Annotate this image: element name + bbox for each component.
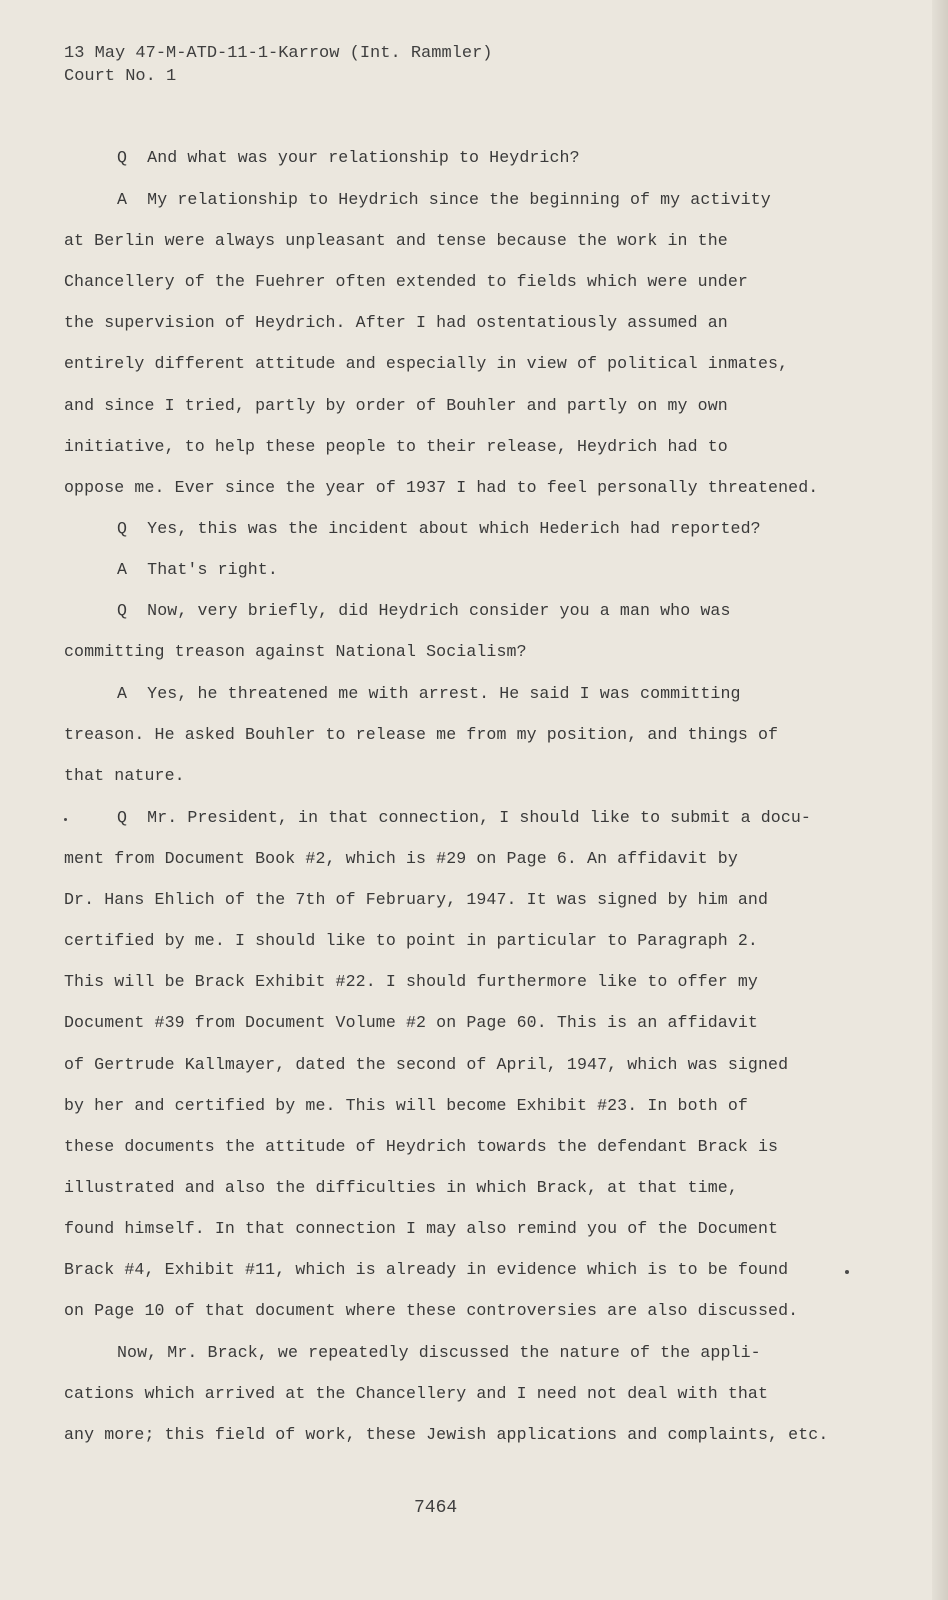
transcript-line: entirely different attitude and especially in view of political inmates, [64,354,789,373]
transcript-line: certified by me. I should like to point in particular to Paragraph 2. [64,931,758,950]
transcript-line: Dr. Hans Ehlich of the 7th of February, 1947. It was signed by him and [64,890,769,909]
transcript-line: on Page 10 of that document where these controversies are also discussed. [64,1301,799,1320]
stray-ink-mark [845,1270,849,1274]
transcript-line: found himself. In that connection I may also remind you of the Document [64,1219,779,1238]
transcript-line: Q Yes, this was the incident about which Hederich had reported? [117,519,761,538]
transcript-line: initiative, to help these people to their release, Heydrich had to [64,437,728,456]
transcript-line: Now, Mr. Brack, we repeatedly discussed the nature of the appli- [117,1343,761,1362]
transcript-line: and since I tried, partly by order of Bouhler and partly on my own [64,396,728,415]
transcript-line: A Yes, he threatened me with arrest. He said I was committing [117,684,741,703]
transcript-line: A My relationship to Heydrich since the beginning of my activity [117,190,771,209]
transcript-line: of Gertrude Kallmayer, dated the second of April, 1947, which was signed [64,1055,789,1074]
transcript-line: by her and certified by me. This will become Exhibit #23. In both of [64,1096,748,1115]
transcript-line: Q Mr. President, in that connection, I should like to submit a docu- [117,808,811,827]
transcript-line: Chancellery of the Fuehrer often extended to fields which were under [64,272,748,291]
header-line-1: 13 May 47-M-ATD-11-1-Karrow (Int. Rammler) [64,44,493,63]
transcript-line: cations which arrived at the Chancellery and I need not deal with that [64,1384,769,1403]
transcript-line: oppose me. Ever since the year of 1937 I had to feel personally threatened. [64,478,819,497]
transcript-line: these documents the attitude of Heydrich towards the defendant Brack is [64,1137,779,1156]
transcript-line: committing treason against National Socialism? [64,642,527,661]
stray-ink-mark [64,818,67,821]
transcript-line: Q And what was your relationship to Heydrich? [117,148,580,167]
transcript-line: that nature. [64,766,185,785]
transcript-line: Document #39 from Document Volume #2 on Page 60. This is an affidavit [64,1013,758,1032]
transcript-line: at Berlin were always unpleasant and tense because the work in the [64,231,728,250]
transcript-line: Q Now, very briefly, did Heydrich consider you a man who was [117,601,731,620]
transcript-line: This will be Brack Exhibit #22. I should furthermore like to offer my [64,972,758,991]
page-number: 7464 [414,1498,458,1518]
transcript-line: any more; this field of work, these Jewish applications and complaints, etc. [64,1425,829,1444]
transcript-line: treason. He asked Bouhler to release me from my position, and things of [64,725,779,744]
header-line-2: Court No. 1 [64,67,177,86]
transcript-line: A That's right. [117,560,278,579]
transcript-line: the supervision of Heydrich. After I had ostentatiously assumed an [64,313,728,332]
transcript-line: ment from Document Book #2, which is #29 on Page 6. An affidavit by [64,849,738,868]
transcript-line: illustrated and also the difficulties in which Brack, at that time, [64,1178,738,1197]
transcript-line: Brack #4, Exhibit #11, which is already in evidence which is to be found [64,1260,789,1279]
